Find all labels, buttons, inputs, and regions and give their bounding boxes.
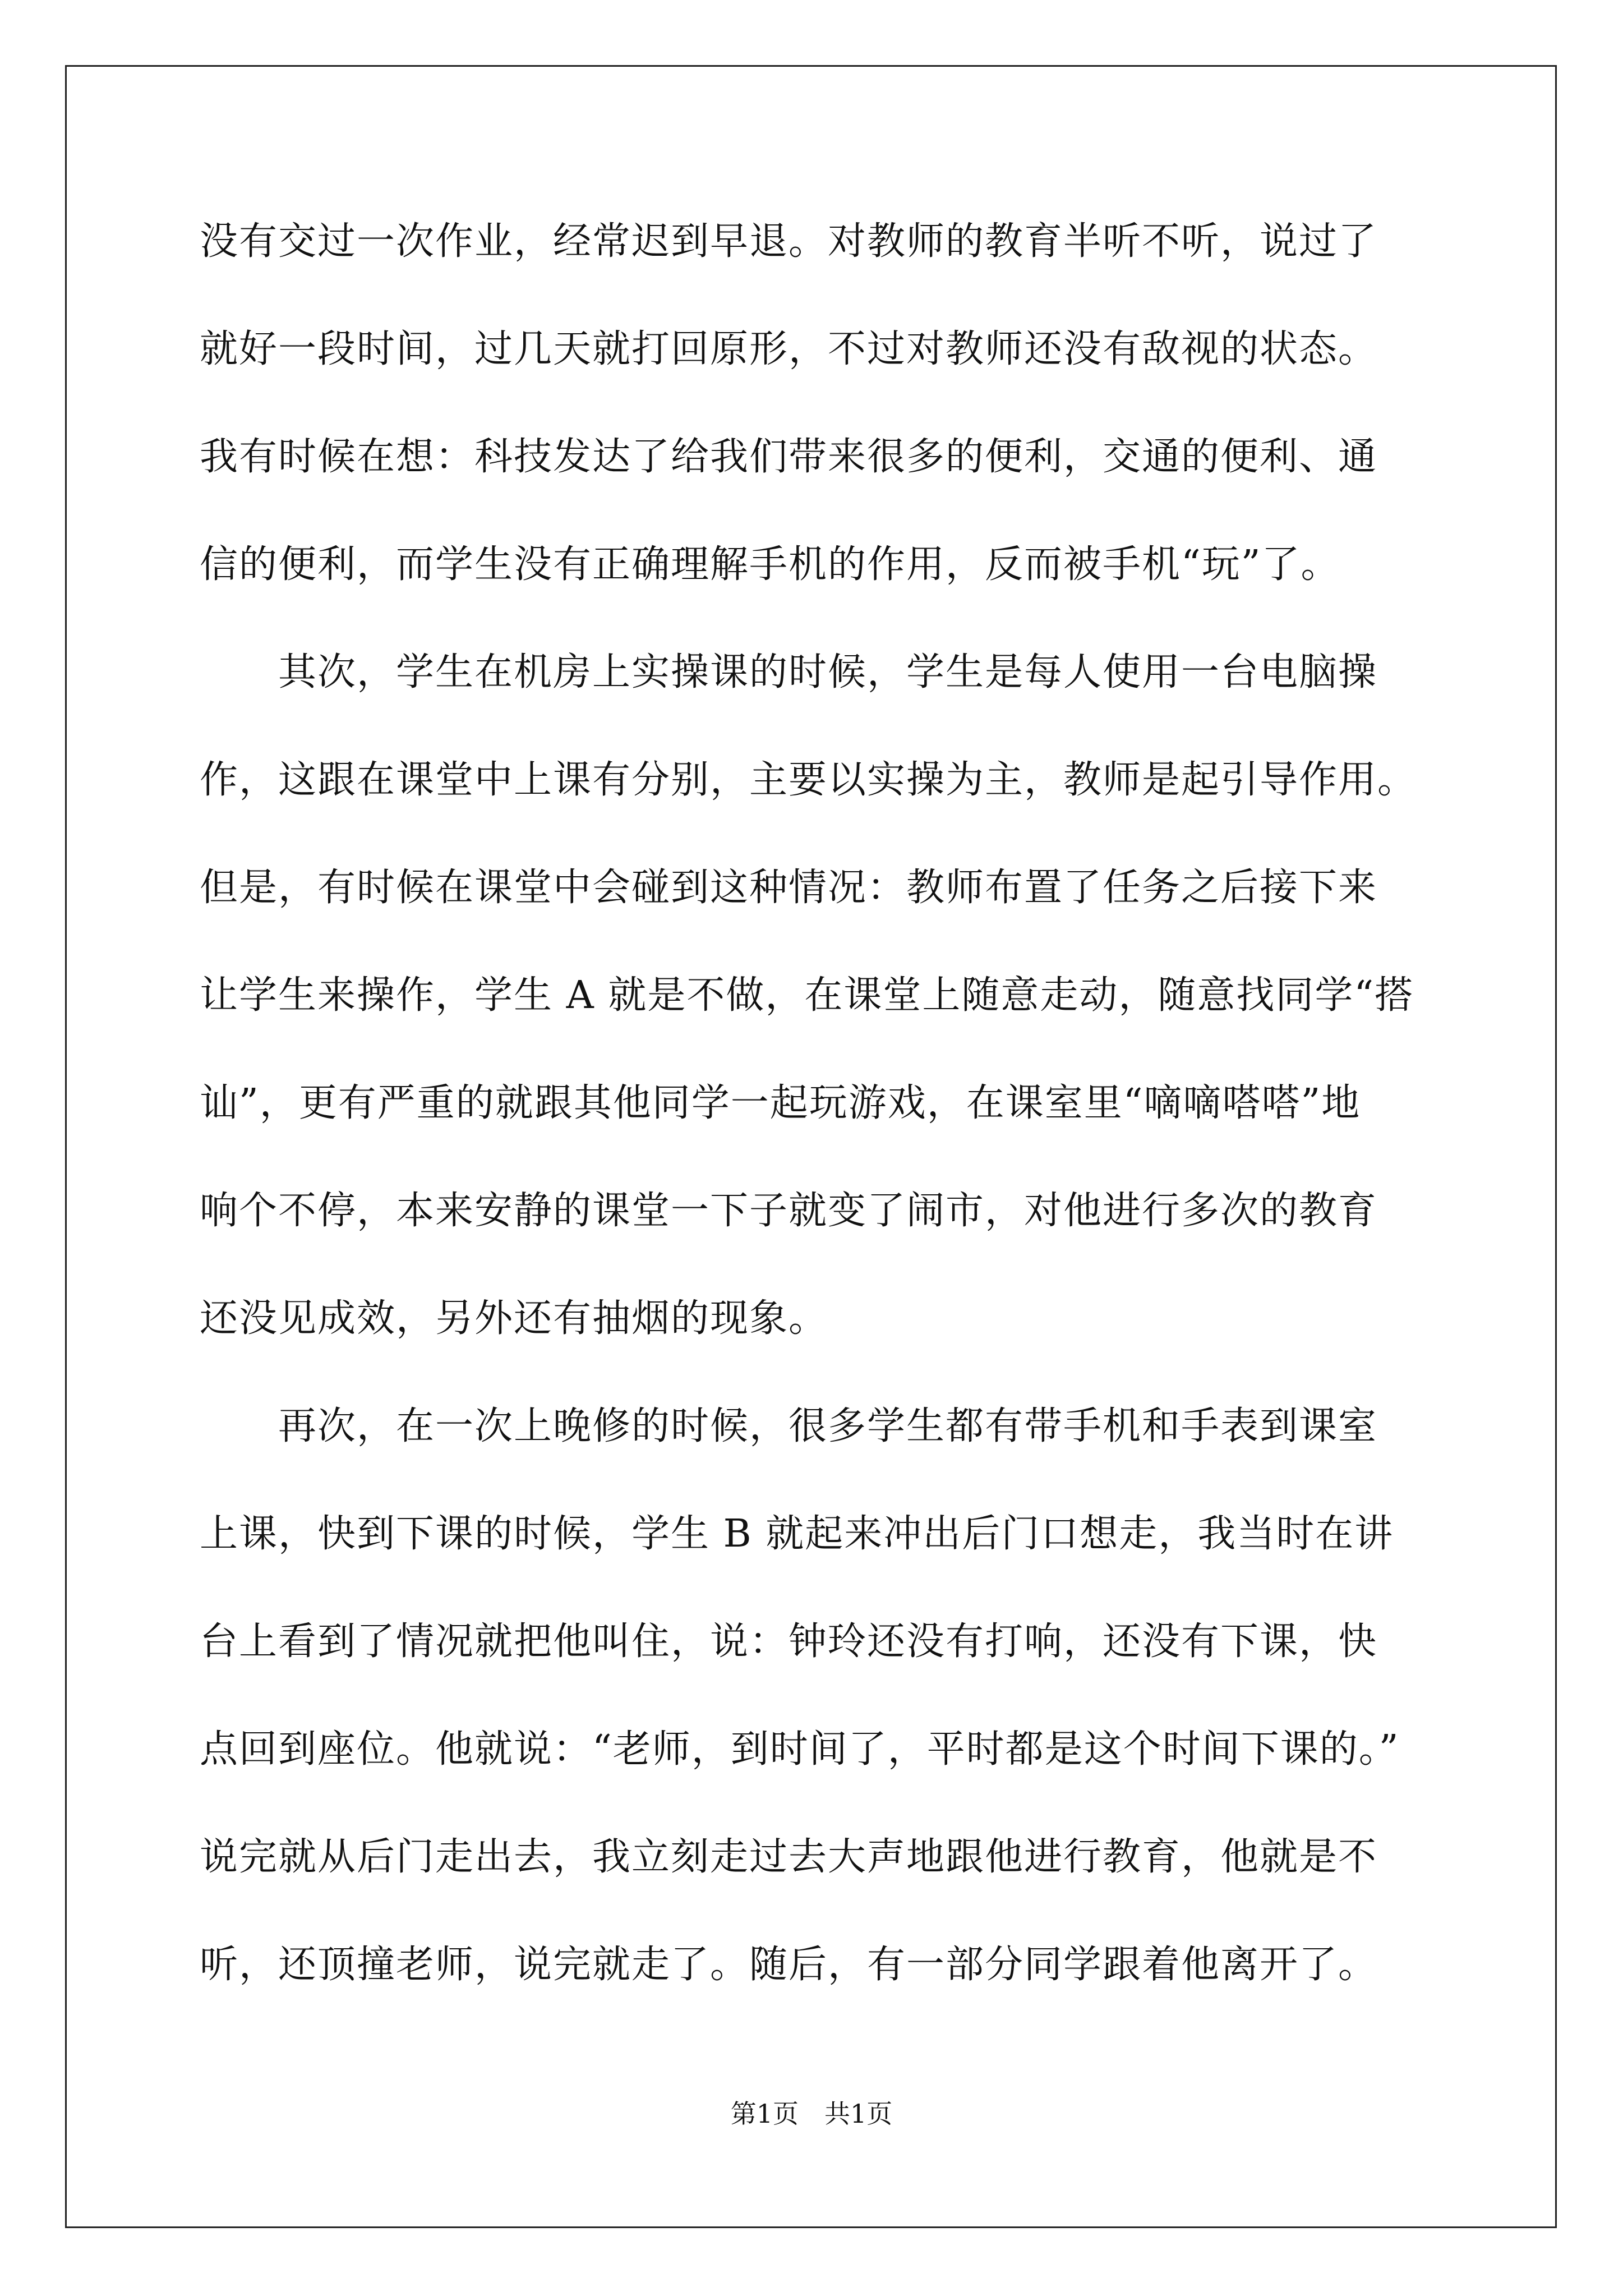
body-line-1: 没有交过一次作业，经常迟到早退。对教师的教育半听不听，说过了 xyxy=(200,219,1378,264)
body-line-13: 上课，快到下课的时候，学生 B 就起来冲出后门口想走，我当时在讲 xyxy=(200,1512,1394,1556)
page-number: 第1页 xyxy=(730,2099,799,2129)
total-pages: 共1页 xyxy=(824,2099,893,2129)
document-body xyxy=(200,188,1433,2019)
body-line-12: 再次，在一次上晚修的时候，很多学生都有带手机和手表到课室 xyxy=(278,1404,1378,1448)
body-line-6: 作，这跟在课堂中上课有分别，主要以实操为主，教师是起引导作用。 xyxy=(200,758,1417,802)
body-line-14: 台上看到了情况就把他叫住，说：钟玲还没有打响，还没有下课，快 xyxy=(200,1619,1378,1664)
page-footer xyxy=(0,2097,1623,2131)
body-line-16: 说完就从后门走出去，我立刻走过去大声地跟他进行教育，他就是不 xyxy=(200,1835,1378,1879)
body-line-7: 但是，有时候在课堂中会碰到这种情况：教师布置了任务之后接下来 xyxy=(200,866,1378,910)
body-line-3: 我有时候在想：科技发达了给我们带来很多的便利，交通的便利、通 xyxy=(200,435,1378,479)
body-line-9: 讪”，更有严重的就跟其他同学一起玩游戏，在课室里“嘀嘀嗒嗒”地 xyxy=(200,1081,1361,1125)
body-line-10: 响个不停，本来安静的课堂一下子就变了闹市，对他进行多次的教育 xyxy=(200,1189,1378,1233)
body-line-4: 信的便利，而学生没有正确理解手机的作用，反而被手机“玩”了。 xyxy=(200,542,1340,587)
body-line-15: 点回到座位。他就说：“老师，到时间了，平时都是这个时间下课的。” xyxy=(200,1727,1400,1772)
body-line-2: 就好一段时间，过几天就打回原形，不过对教师还没有敌视的状态。 xyxy=(200,327,1378,371)
body-line-17: 听，还顶撞老师，说完就走了。随后，有一部分同学跟着他离开了。 xyxy=(200,1943,1378,1987)
body-line-8: 让学生来操作，学生 A 就是不做，在课堂上随意走动，随意找同学“搭 xyxy=(200,973,1414,1018)
body-line-5: 其次，学生在机房上实操课的时候，学生是每人使用一台电脑操 xyxy=(278,650,1378,694)
body-line-11: 还没见成效，另外还有抽烟的现象。 xyxy=(200,1296,828,1341)
